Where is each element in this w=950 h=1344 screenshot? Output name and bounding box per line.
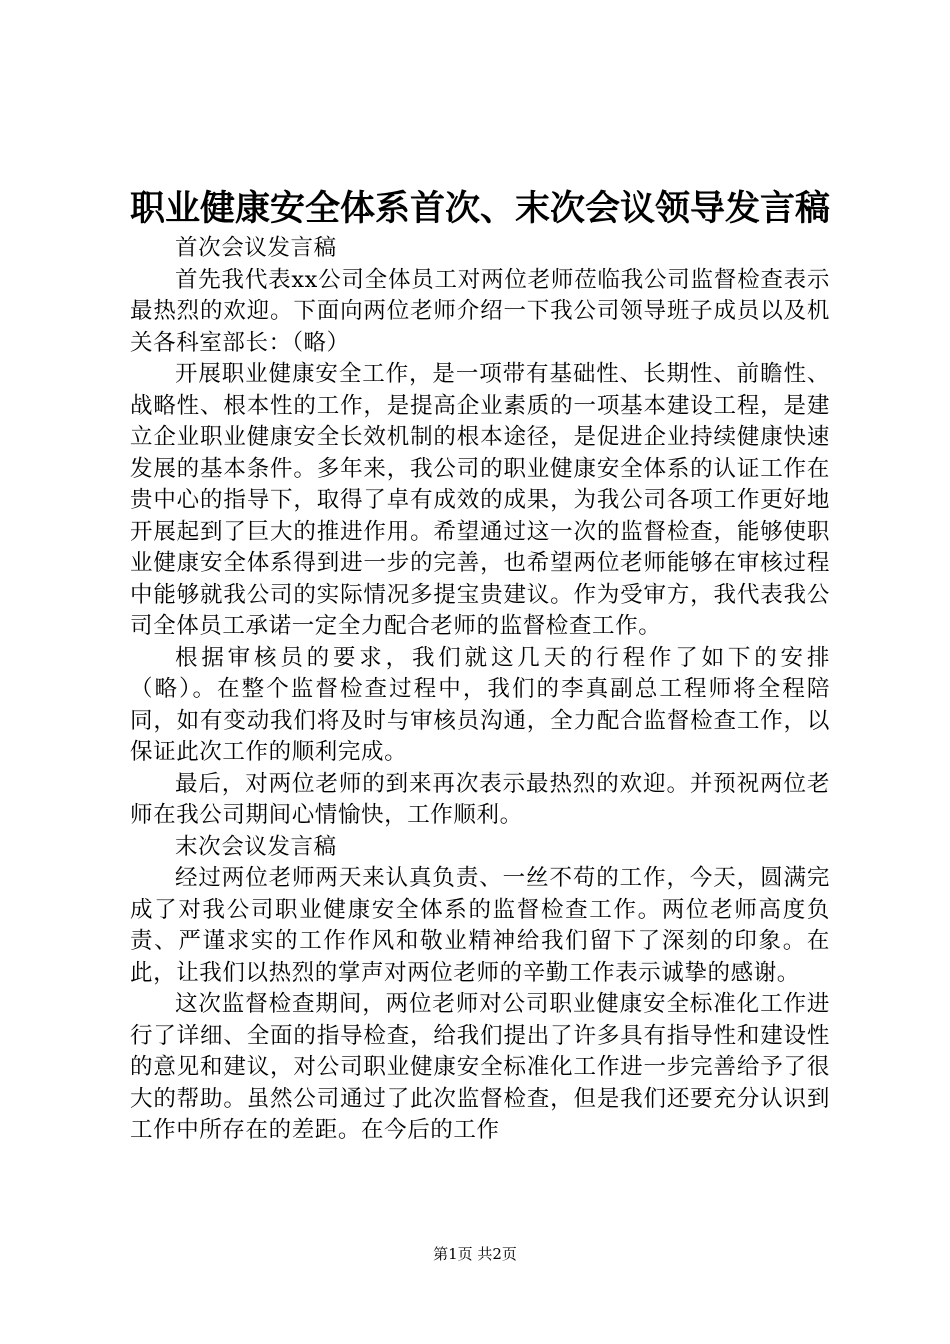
document-body xyxy=(130,233,830,1147)
paragraph-schedule: 根据审核员的要求，我们就这几天的行程作了如下的安排（略）。在整个监督检查过程中，我们的李真副总工程师将全程陪同，如有变动我们将及时与审核员沟通，全力配合监督检查工作，以保证此次工作的顺利完成。 xyxy=(130,644,830,765)
paragraph-significance: 开展职业健康安全工作，是一项带有基础性、长期性、前瞻性、战略性、根本性的工作，是提高企业素质的一项基本建设工程，是建立企业职业健康安全长效机制的根本途径，是促进企业持续健康快速发展的基本条件。多年来，我公司的职业健康安全体系的认证工作在贵中心的指导下，取得了卓有成效的成果，为我公司各项工作更好地开展起到了巨大的推进作用。希望通过这一次的监督检查，能够使职业健康安全体系得到进一步的完善，也希望两位老师能够在审核过程中能够就我公司的实际情况多提宝贵建议。作为受审方，我代表我公司全体员工承诺一定全力配合老师的监督检查工作。 xyxy=(130,361,830,639)
paragraph-last-meeting-heading: 末次会议发言稿 xyxy=(175,833,337,860)
document-title: 职业健康安全体系首次、末次会议领导发言稿 xyxy=(129,188,830,229)
page-number-footer: 第1页 共2页 xyxy=(433,1245,517,1263)
paragraph-review-summary: 这次监督检查期间，两位老师对公司职业健康安全标准化工作进行了详细、全面的指导检查，给我们提出了许多具有指导性和建设性的意见和建议，对公司职业健康安全标准化工作进一步完善给予了很大的帮助。虽然公司通过了此次监督检查，但是我们还要充分认识到工作中所存在的差距。在今后的工作 xyxy=(130,991,830,1143)
paragraph-first-meeting-heading: 首次会议发言稿 xyxy=(175,235,337,261)
paragraph-welcome: 首先我代表xx公司全体员工对两位老师莅临我公司监督检查表示最热烈的欢迎。下面向两位老师介绍一下我公司领导班子成员以及机关各科室部长：（略） xyxy=(130,266,830,356)
paragraph-closing-wishes: 最后，对两位老师的到来再次表示最热烈的欢迎。并预祝两位老师在我公司期间心情愉快，工作顺利。 xyxy=(130,770,830,828)
paragraph-thanks: 经过两位老师两天来认真负责、一丝不苟的工作，今天，圆满完成了对我公司职业健康安全体系的监督检查工作。两位老师高度负责、严谨求实的工作作风和敬业精神给我们留下了深刻的印象。在此，让我们以热烈的掌声对两位老师的辛勤工作表示诚挚的感谢。 xyxy=(130,865,830,986)
